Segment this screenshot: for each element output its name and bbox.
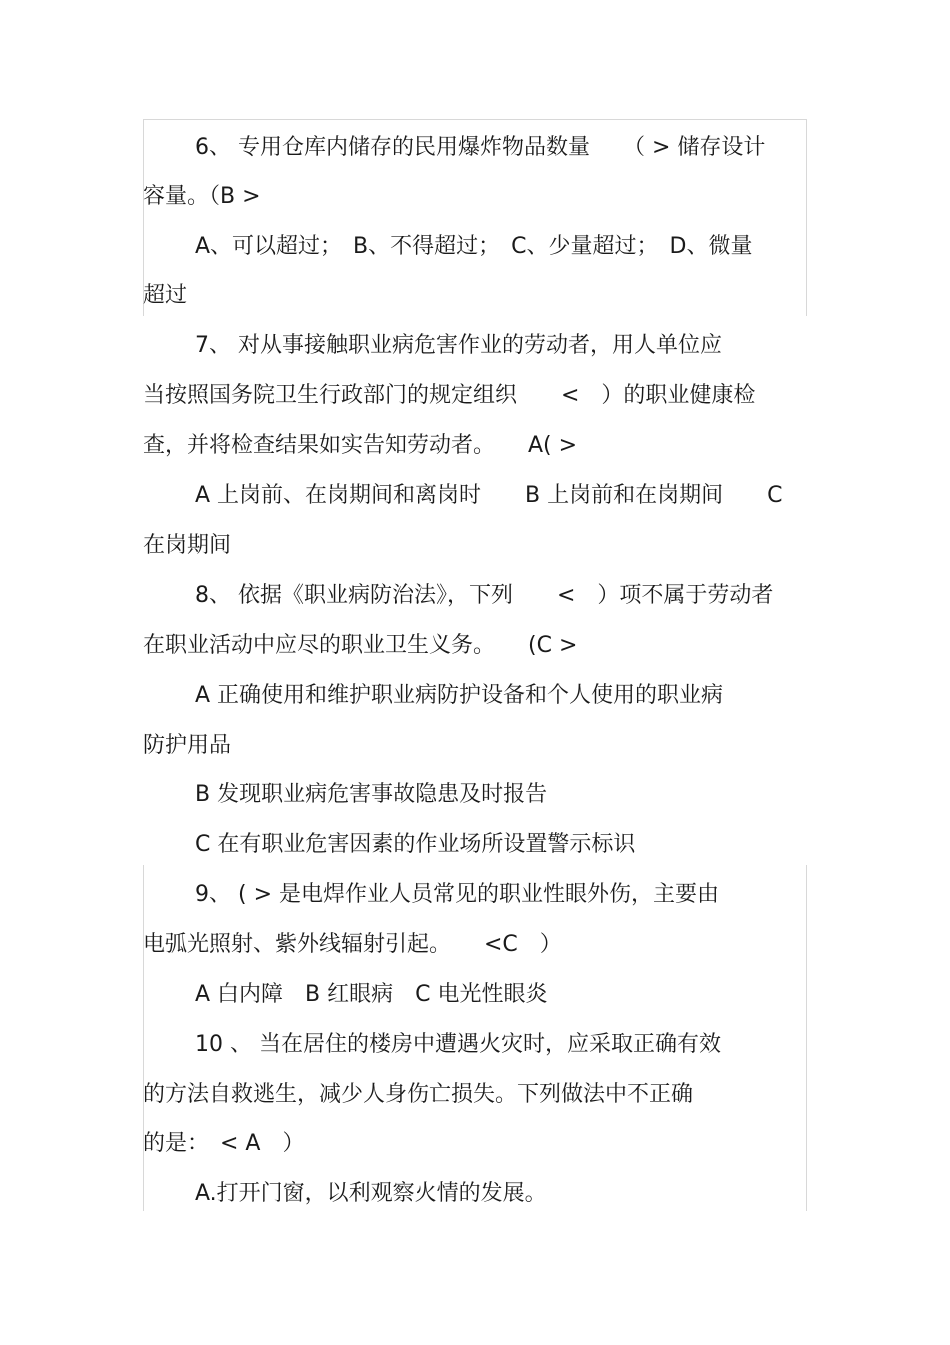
q10-line-3: 的是： < A ） xyxy=(143,1131,305,1156)
q6-line-1: 6、 专用仓库内储存的民用爆炸物品数量 （ > 储存设计 xyxy=(195,135,766,160)
q10-option-a: A.打开门窗，以利观察火情的发展。 xyxy=(195,1181,547,1206)
q8-line-2: 在职业活动中应尽的职业卫生义务。 (C > xyxy=(143,633,578,658)
q7-options-line-1: A 上岗前、在岗期间和离岗时 B 上岗前和在岗期间 C xyxy=(195,483,783,508)
q8-option-a-line-1: A 正确使用和维护职业病防护设备和个人使用的职业病 xyxy=(195,683,724,708)
q9-line-2: 电弧光照射、紫外线辐射引起。 <C ） xyxy=(143,932,562,957)
q8-option-b: B 发现职业病危害事故隐患及时报告 xyxy=(195,782,548,807)
q7-line-1: 7、 对从事接触职业病危害作业的劳动者，用人单位应 xyxy=(195,333,722,358)
q6-options-line-2: 超过 xyxy=(143,283,188,308)
q6-line-2: 容量。（B > xyxy=(143,184,261,209)
q7-options-line-2: 在岗期间 xyxy=(143,533,232,558)
q9-line-1: 9、 ( > 是电焊作业人员常见的职业性眼外伤，主要由 xyxy=(195,882,719,907)
q9-options: A 白内障 B 红眼病 C 电光性眼炎 xyxy=(195,982,548,1007)
q8-line-1: 8、 依据《职业病防治法》，下列 < ）项不属于劳动者 xyxy=(195,583,774,608)
q10-line-2: 的方法自救逃生，减少人身伤亡损失。下列做法中不正确 xyxy=(143,1082,694,1107)
q8-option-a-line-2: 防护用品 xyxy=(143,733,232,758)
frame-right-line-2 xyxy=(806,865,807,1211)
q7-line-2: 当按照国务院卫生行政部门的规定组织 < ）的职业健康检 xyxy=(143,383,756,408)
q10-line-1: 10 、 当在居住的楼房中遭遇火灾时，应采取正确有效 xyxy=(195,1032,721,1057)
frame-left-line-2 xyxy=(143,865,144,1211)
q6-options-line-1: A、可以超过； B、不得超过； C、少量超过； D、微量 xyxy=(195,234,753,259)
frame-top-line xyxy=(143,119,807,120)
frame-right-line-1 xyxy=(806,119,807,316)
q8-option-c: C 在有职业危害因素的作业场所设置警示标识 xyxy=(195,832,636,857)
q7-line-3: 查，并将检查结果如实告知劳动者。 A( > xyxy=(143,433,578,458)
